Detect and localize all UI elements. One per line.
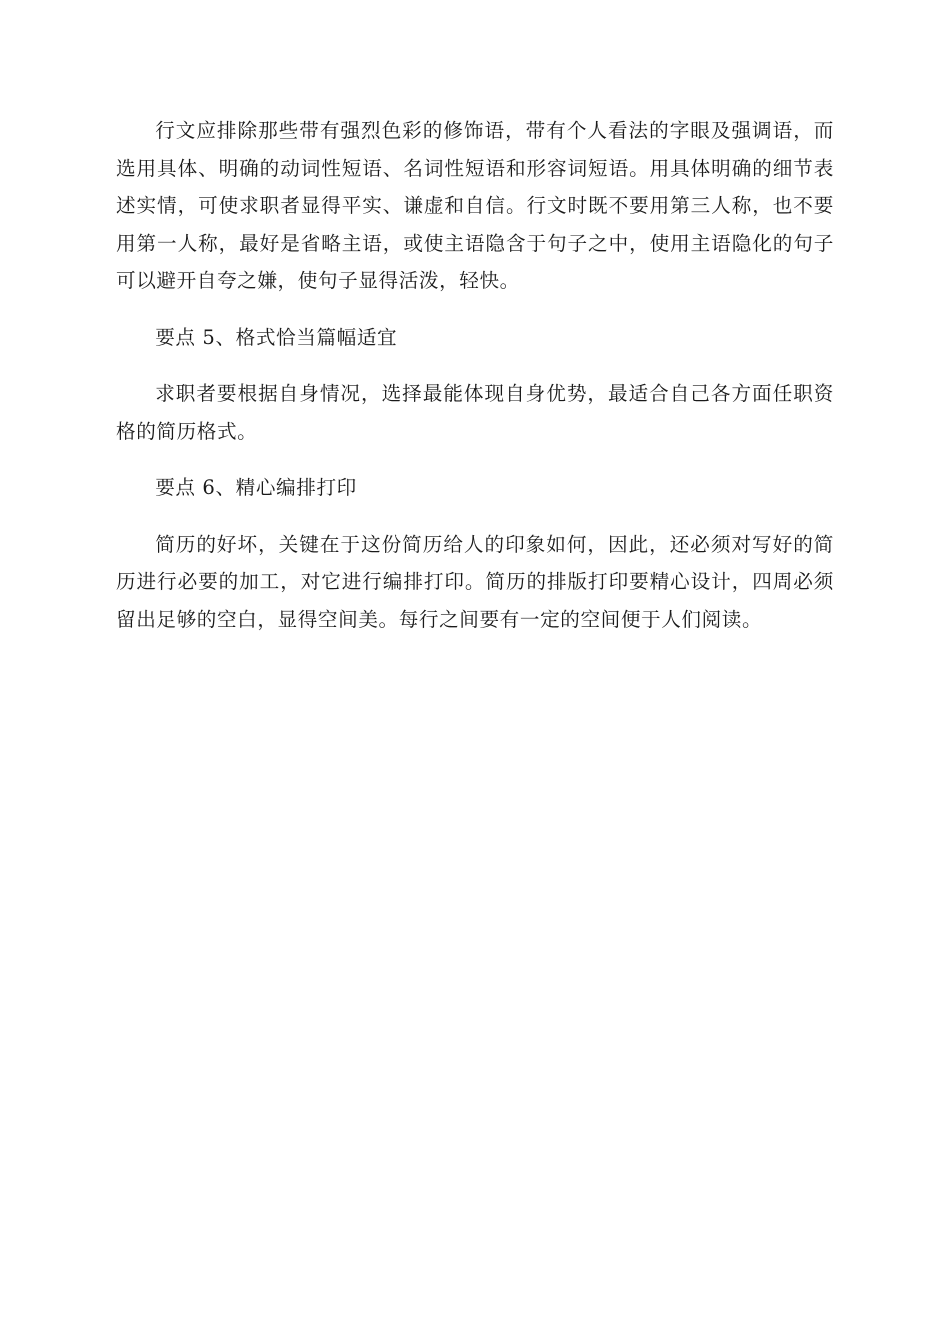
- paragraph-wording-style: 行文应排除那些带有强烈色彩的修饰语，带有个人看法的字眼及强调语，而选用具体、明确的动词性短语、名词性短语和形容词短语。用具体明确的细节表述实情，可使求职者显得平实、谦虚和自信。行文时既不要用第三人称，也不要用第一人称，最好是省略主语，或使主语隐含于句子之中，使用主语隐化的句子可以避开自夸之嫌，使句子显得活泼，轻快。: [116, 119, 834, 292]
- heading-point-5: 要点 5、格式恰当篇幅适宜: [155, 325, 398, 349]
- document-body: [116, 112, 834, 657]
- paragraph-format-choice: 求职者要根据自身情况，选择最能体现自身优势，最适合自己各方面任职资格的简历格式。: [116, 382, 834, 443]
- paragraph-layout-printing: 简历的好坏，关键在于这份简历给人的印象如何，因此，还必须对写好的简历进行必要的加工，对它进行编排打印。简历的排版打印要精心设计，四周必须留出足够的空白，显得空间美。每行之间要有一定的空间便于人们阅读。: [116, 532, 834, 631]
- heading-point-6: 要点 6、精心编排打印: [155, 476, 357, 499]
